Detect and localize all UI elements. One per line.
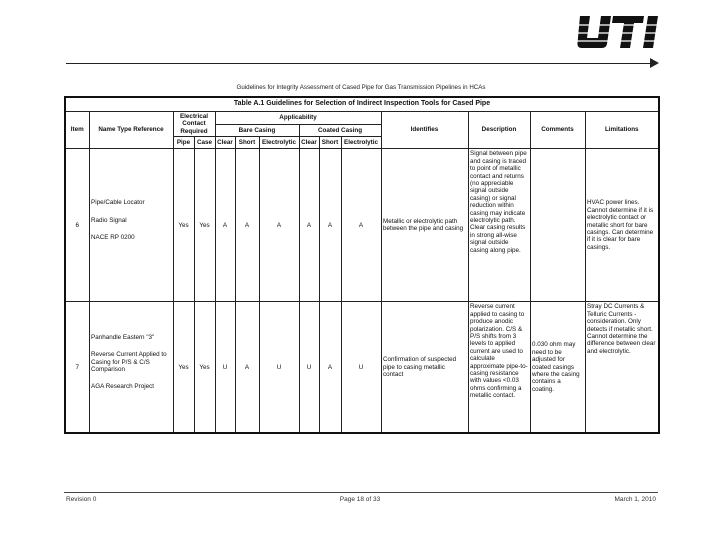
row-comments [530, 149, 585, 302]
row-limitations: Stray DC Currents & Telluric Currents - consideration. Only detects if metallic short. Cannot determine the difference between clear and electrolytic. [585, 302, 659, 434]
row-identifies: Confirmation of suspected pipe to casing metallic contact [381, 302, 468, 434]
arrow-right-icon [650, 58, 659, 68]
row-case: Yes [194, 149, 215, 302]
header-comments: Comments [530, 112, 585, 149]
footer-rule [64, 492, 658, 493]
header-electrical: Electrical Contact Required [173, 112, 215, 137]
ref-name: Panhandle Eastern "3" [91, 333, 155, 341]
table-row [65, 149, 659, 302]
table-row [65, 302, 659, 434]
footer-revision: Revision 0 [66, 496, 97, 503]
header-bare-short: Short [235, 137, 259, 149]
header-coated-clear: Clear [299, 137, 319, 149]
header-bare-clear: Clear [215, 137, 235, 149]
header-identifies: Identifies [381, 112, 468, 149]
header-description: Description [468, 112, 530, 149]
row-comments: 0.030 ohm may need to be adjusted for coated casings where the casing contains a coating. [530, 302, 585, 434]
header-bare-electrolytic: Electrolytic [259, 137, 299, 149]
table-title: Table A.1 Guidelines for Selection of Indirect Inspection Tools for Cased Pipe [65, 97, 659, 112]
row-bare-short: A [235, 302, 259, 434]
header-bare-casing: Bare Casing [215, 124, 299, 137]
row-pipe: Yes [173, 302, 194, 434]
row-coated-electrolytic: A [341, 149, 381, 302]
row-reference [89, 149, 173, 302]
row-description: Signal between pipe and casing is traced to point of metallic contact and returns (no appreciable signal outside casing) or signal reduction within casing may indicate electrolytic path. Clear casing results in strong all-wise signal outside casing along pipe. [468, 149, 530, 302]
guidelines-table [64, 96, 660, 434]
header-case: Case [194, 137, 215, 149]
header-coated-electrolytic: Electrolytic [341, 137, 381, 149]
ref-standard: AGA Research Project [91, 383, 154, 391]
row-bare-electrolytic: U [259, 302, 299, 434]
header-coated-short: Short [319, 137, 341, 149]
footer-date: March 1, 2010 [614, 496, 656, 503]
row-reference [89, 302, 173, 434]
document-caption: Guidelines for Integrity Assessment of Cased Pipe for Gas Transmission Pipelines in HCAs [236, 84, 486, 91]
row-description: Reverse current applied to casing to produce anodic polarization. C/S & P/S shifts from 3 levels to applied current are used to calculate approximate pipe-to-casing resistance with values <0.03 ohms confirming a metallic contact. [468, 302, 530, 434]
row-case: Yes [194, 302, 215, 434]
row-item: 6 [65, 149, 89, 302]
ref-type: Reverse Current Applied to Casing for P/S & C/S Comparison [91, 351, 167, 373]
header-rule [66, 63, 652, 64]
row-bare-clear: A [215, 149, 235, 302]
ref-type: Radio Signal [91, 216, 127, 224]
row-limitations: HVAC power lines. Cannot determine if it is electrolytic contact or metallic short for bare casings. Can determine if it is clear for bare casings. [585, 149, 659, 302]
row-pipe: Yes [173, 149, 194, 302]
header-name: Name Type Reference [89, 112, 173, 149]
row-bare-clear: U [215, 302, 235, 434]
row-coated-electrolytic: U [341, 302, 381, 434]
row-coated-short: A [319, 302, 341, 434]
header-applicability: Applicability [215, 112, 381, 125]
row-coated-clear: A [299, 149, 319, 302]
row-coated-short: A [319, 149, 341, 302]
uti-logo-icon [576, 12, 666, 52]
header-item: Item [65, 112, 89, 149]
row-bare-short: A [235, 149, 259, 302]
row-item: 7 [65, 302, 89, 434]
footer-page-number: Page 18 of 33 [339, 496, 381, 503]
header-limitations: Limitations [585, 112, 659, 149]
row-coated-clear: U [299, 302, 319, 434]
ref-name: Pipe/Cable Locator [91, 199, 145, 207]
row-bare-electrolytic: A [259, 149, 299, 302]
header-pipe: Pipe [173, 137, 194, 149]
ref-standard: NACE RP 0200 [91, 233, 135, 241]
header-coated-casing: Coated Casing [299, 124, 381, 137]
row-identifies: Metallic or electrolytic path between the pipe and casing [381, 149, 468, 302]
